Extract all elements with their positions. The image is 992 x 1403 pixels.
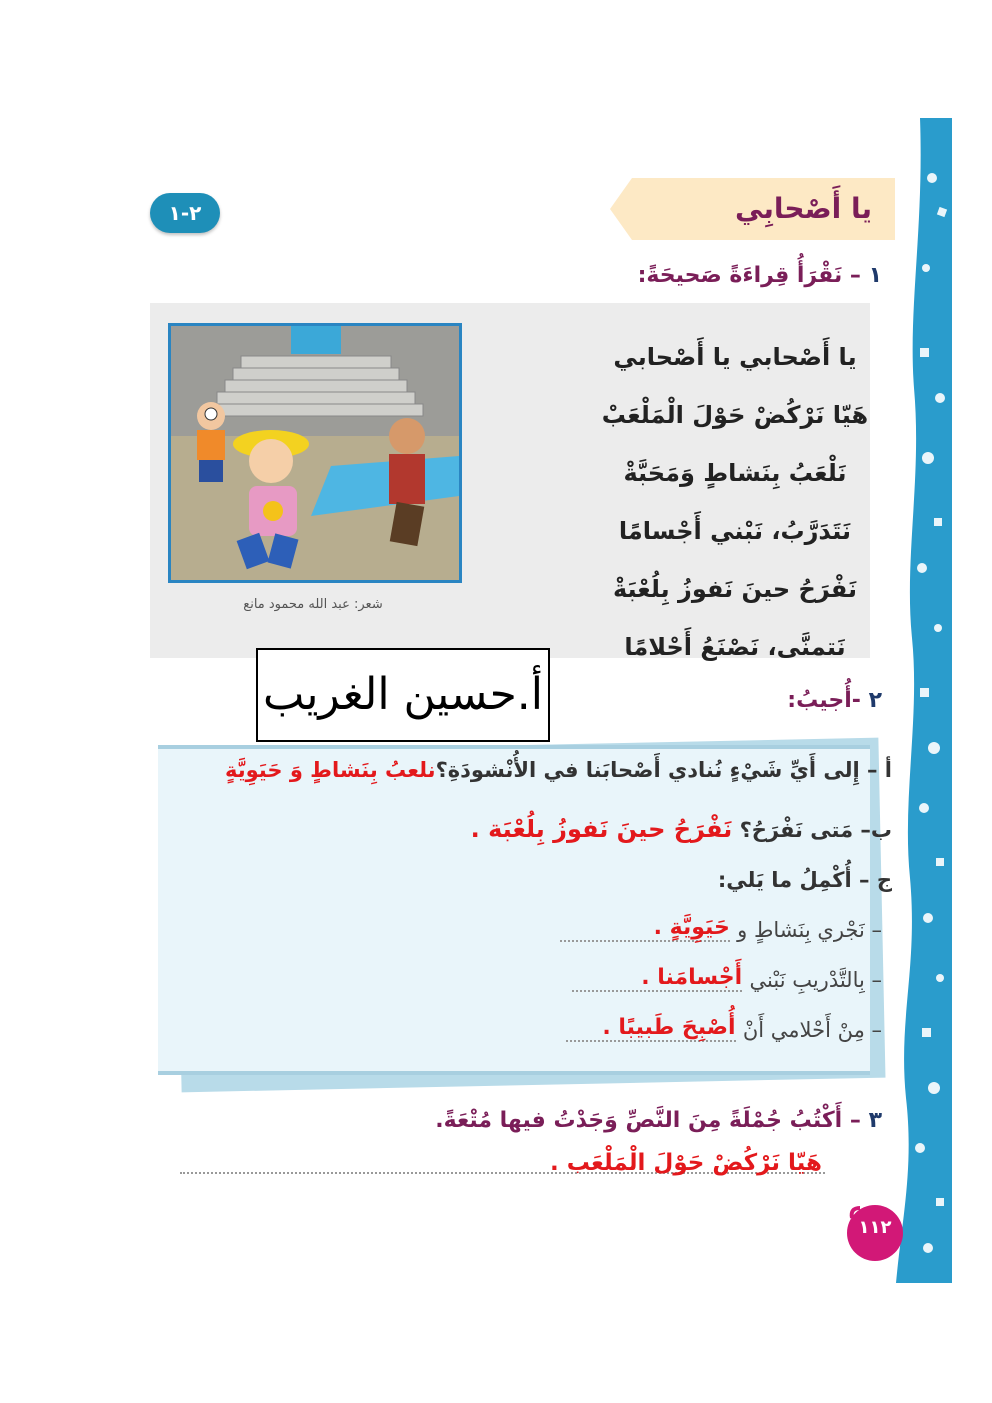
section1-heading [462,263,882,288]
question-c [718,868,892,892]
lesson-title: يا أَصْحابِي [735,192,872,225]
question-a-label: أ – [866,758,892,782]
poem-line: هَيّا نَرْكُضْ حَوْلَ الْمَلْعَبْ [601,401,869,429]
section1-dash: – [842,263,861,288]
fill-item [572,965,882,992]
poem [570,328,900,676]
question-b-text: مَتى نَفْرَحُ؟ [739,818,854,842]
fill-item [560,915,882,942]
lesson-number-badge: ٢-١ [150,193,220,233]
question-b-label: ب– [860,818,892,842]
question-c-text: أُكْمِلُ ما يَلي: [717,868,852,892]
fill-item-blank[interactable] [566,1015,736,1042]
question-a-answer: نلعبُ بِنَشاطٍ وَ حَيَوِيَّةٍ [225,758,436,782]
fill-item-answer: أَجْسامَنا . [641,965,743,990]
section2-heading-text: -أُجيبُ: [787,688,861,713]
section2-heading [702,688,882,713]
section3-number: ٣ [868,1108,882,1133]
question-a-text: إِلى أَيِّ شَيْءٍ نُنادي أَصْحابَنا في الأُنْشودَةِ؟ [435,758,860,782]
section3-heading [402,1108,882,1133]
fill-item [566,1015,882,1042]
children-playing-illustration [168,323,462,583]
fill-item-blank[interactable] [572,965,742,992]
teacher-name-box: أ.حسين الغريب [256,648,550,742]
fill-item-answer: أُصْبِحَ طَبيبًا . [602,1015,736,1040]
section3-heading-text: – أَكْتُبُ جُمْلَةً مِنَ النَّصِّ وَجَدْتُ فيها مُتْعَةً. [435,1108,861,1133]
fill-item-answer: حَيَوِيَّةٍ . [653,915,730,940]
question-a [225,758,892,782]
decorative-side-strip [890,118,952,1283]
section2-number: ٢ [868,688,882,713]
fill-item-prompt: – نَجْري بِنَشاطٍ و [737,918,882,942]
fill-item-prompt: – بِالتَّدْريبِ نَبْني [749,968,882,992]
question-b [471,815,892,843]
poem-line: نَتمنَّى، نَصْنَعُ أَحْلامًا [624,633,846,661]
page-number: ١١٢ [858,1217,892,1238]
poet-credit: شعر: عبد الله محمود مانع [243,597,383,612]
poem-line: نَفْرَحُ حينَ نَفوزُ بِلُعْبَةْ [612,575,858,603]
section1-heading-text: نَقْرَأُ قِراءَةً صَحيحَةً: [637,263,843,288]
question-b-answer: نَفْرَحُ حينَ نَفوزُ بِلُعْبَة . [470,815,733,843]
fill-item-prompt: – مِنْ أَحْلامي أَنْ [742,1018,882,1042]
section3-answer: هَيّا نَرْكُضْ حَوْلَ الْمَلْعَب . [549,1150,822,1176]
poem-line: نَلْعَبُ بِنَشاطٍ وَمَحَبَّةْ [623,459,847,487]
poem-line: يا أَصْحابي يا أَصْحابي [613,343,857,371]
question-c-label: ج – [859,868,892,892]
poem-line: نَتَدَرَّبُ، نَبْني أَجْسامًا [618,517,852,545]
section1-number: ١ [868,263,882,288]
fill-item-blank[interactable] [560,915,730,942]
